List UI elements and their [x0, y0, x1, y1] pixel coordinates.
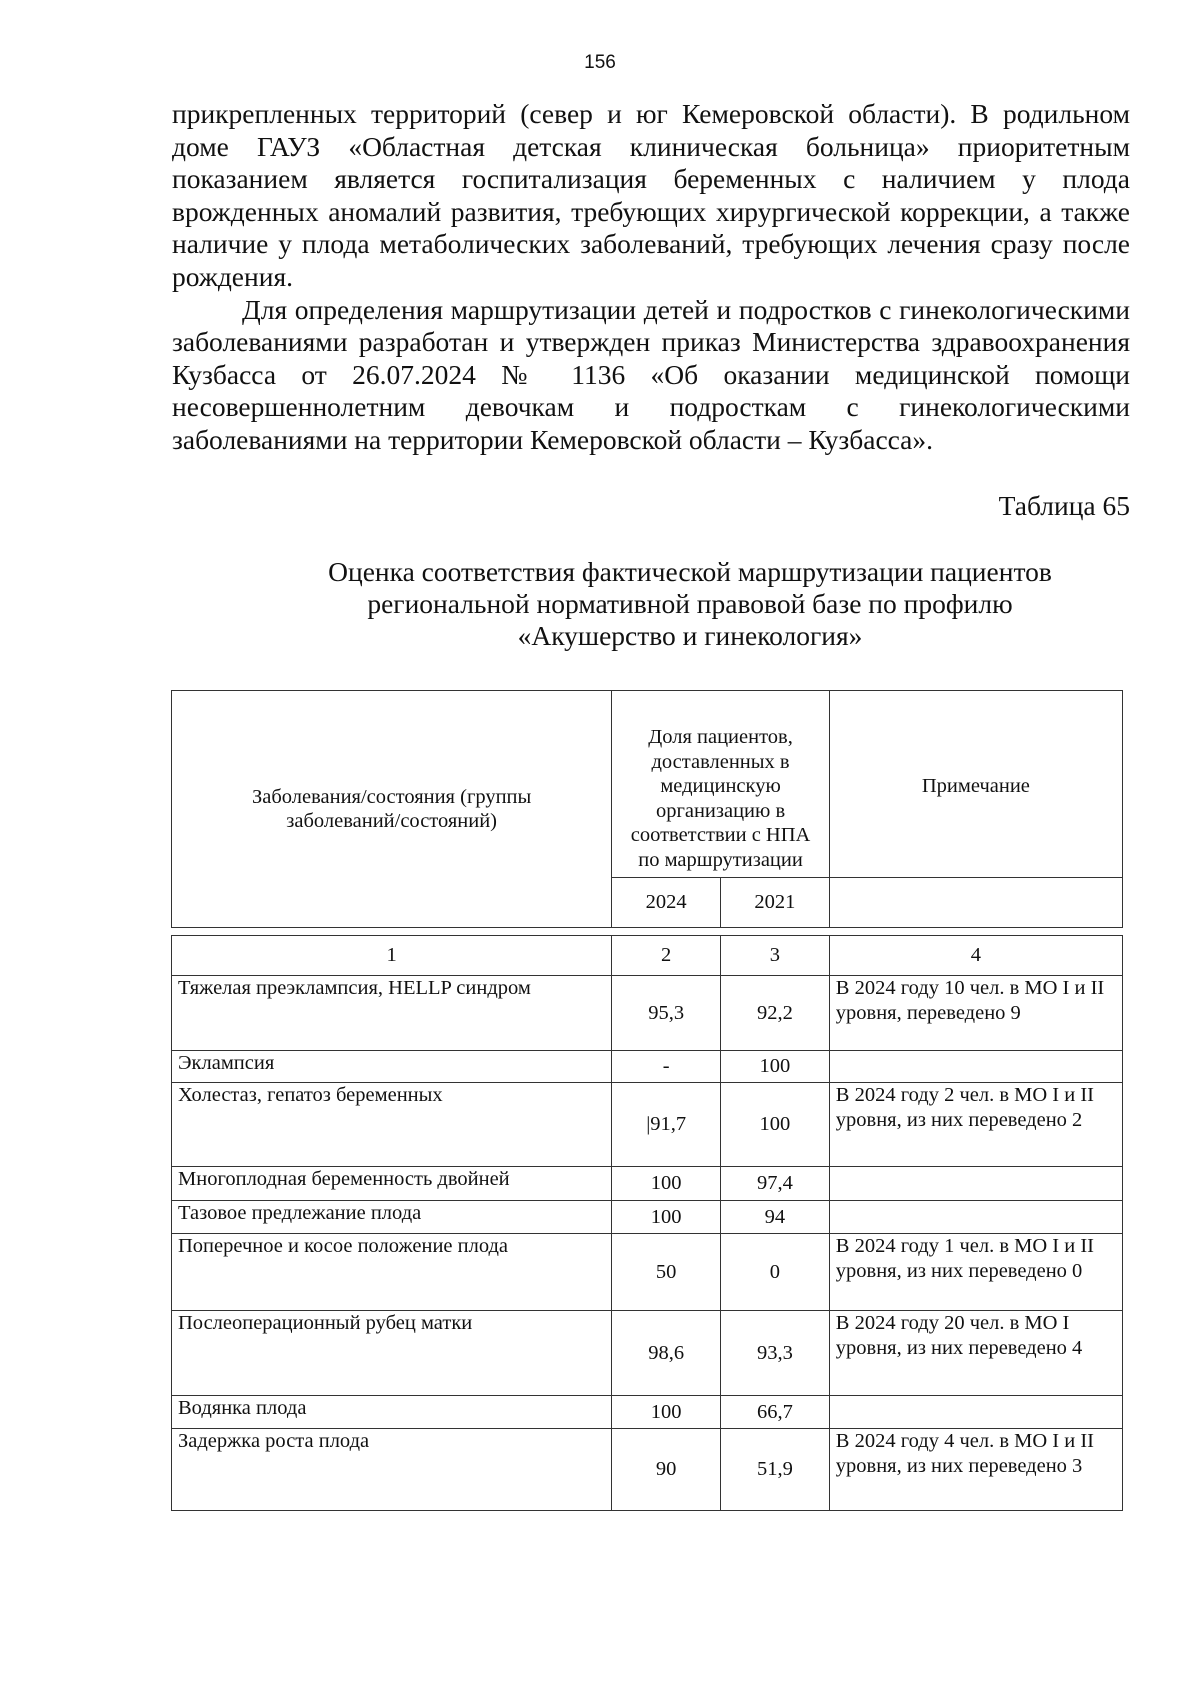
value-2021: 66,7 — [721, 1396, 830, 1429]
value-2021: 97,4 — [721, 1167, 830, 1201]
disease-cell: Послеоперационный рубец матки — [172, 1311, 612, 1396]
body-text — [172, 98, 1130, 457]
value-2021: 92,2 — [721, 976, 830, 1051]
column-number: 4 — [829, 936, 1122, 976]
disease-cell: Задержка роста плода — [172, 1429, 612, 1511]
table-row — [172, 1051, 1123, 1083]
table-row — [172, 1201, 1123, 1234]
value-2024: 100 — [612, 1167, 721, 1201]
value-2024: 100 — [612, 1201, 721, 1234]
column-number: 3 — [721, 936, 830, 976]
note-cell — [829, 1167, 1122, 1201]
value-2021: 93,3 — [721, 1311, 830, 1396]
note-cell: В 2024 году 20 чел. в МО I уровня, из них переведено 4 — [829, 1311, 1122, 1396]
table-row — [172, 976, 1123, 1051]
disease-cell: Эклампсия — [172, 1051, 612, 1083]
caption-line: Оценка соответствия фактической маршрутизации пациентов — [328, 556, 1052, 587]
note-cell: В 2024 году 1 чел. в МО I и II уровня, из них переведено 0 — [829, 1234, 1122, 1311]
header-year-2024: 2024 — [612, 878, 721, 928]
value-2024: 90 — [612, 1429, 721, 1511]
note-cell — [829, 1051, 1122, 1083]
column-number-row — [172, 936, 1123, 976]
header-empty — [829, 878, 1122, 928]
table-row — [172, 1234, 1123, 1311]
table-label: Таблица 65 — [998, 490, 1130, 521]
column-number: 2 — [612, 936, 721, 976]
note-cell: В 2024 году 10 чел. в МО I и II уровня, переведено 9 — [829, 976, 1122, 1051]
header-share: Доля пациентов, доставленных в медицинскую организацию в соответствии с НПА по маршрутизации — [612, 691, 829, 878]
header-year-2021: 2021 — [721, 878, 830, 928]
note-cell — [829, 1396, 1122, 1429]
header-note: Примечание — [829, 691, 1122, 878]
table-row — [172, 1429, 1123, 1511]
note-cell: В 2024 году 2 чел. в МО I и II уровня, из них переведено 2 — [829, 1083, 1122, 1167]
disease-cell: Поперечное и косое положение плода — [172, 1234, 612, 1311]
disease-cell: Тяжелая преэклампсия, HELLP синдром — [172, 976, 612, 1051]
disease-cell: Холестаз, гепатоз беременных — [172, 1083, 612, 1167]
page-number: 156 — [584, 52, 616, 73]
table-row — [172, 1083, 1123, 1167]
disease-cell: Тазовое предлежание плода — [172, 1201, 612, 1234]
value-2021: 0 — [721, 1234, 830, 1311]
value-2024: |91,7 — [612, 1083, 721, 1167]
value-2024: 98,6 — [612, 1311, 721, 1396]
header-disease: Заболевания/состояния (группы заболеваний/состояний) — [172, 691, 612, 928]
value-2021: 100 — [721, 1051, 830, 1083]
caption-line: «Акушерство и гинекология» — [517, 620, 863, 651]
note-cell: В 2024 году 4 чел. в МО I и II уровня, из них переведено 3 — [829, 1429, 1122, 1511]
value-2021: 51,9 — [721, 1429, 830, 1511]
column-number: 1 — [172, 936, 612, 976]
note-cell — [829, 1201, 1122, 1234]
table-body — [171, 935, 1123, 1511]
disease-cell: Водянка плода — [172, 1396, 612, 1429]
table-caption — [300, 556, 1080, 652]
paragraph: Для определения маршрутизации детей и подростков с гинекологическими заболеваниями разработан и утвержден приказ Министерства здравоохранения Кузбасса от 26.07.2024 № 1136 «Об оказании медицинской помощи несовершеннолетним девочкам и подросткам с гинекологическими заболеваниями на территории Кемеровской области – Кузбасса». — [172, 293, 1130, 455]
table-row — [172, 1396, 1123, 1429]
value-2024: 100 — [612, 1396, 721, 1429]
table-header — [171, 690, 1123, 928]
disease-cell: Многоплодная беременность двойней — [172, 1167, 612, 1201]
table-row — [172, 1311, 1123, 1396]
caption-line: региональной нормативной правовой базе по профилю — [367, 588, 1013, 619]
value-2024: - — [612, 1051, 721, 1083]
paragraph: прикрепленных территорий (север и юг Кемеровской области). В родильном доме ГАУЗ «Областная детская клиническая больница» приоритетным показанием является госпитализация беременных с наличием у плода врожденных аномалий развития, требующих хирургической коррекции, а также наличие у плода метаболических заболеваний, требующих лечения сразу после рождения. — [172, 98, 1130, 292]
value-2024: 95,3 — [612, 976, 721, 1051]
table-row — [172, 1167, 1123, 1201]
value-2024: 50 — [612, 1234, 721, 1311]
value-2021: 100 — [721, 1083, 830, 1167]
value-2021: 94 — [721, 1201, 830, 1234]
